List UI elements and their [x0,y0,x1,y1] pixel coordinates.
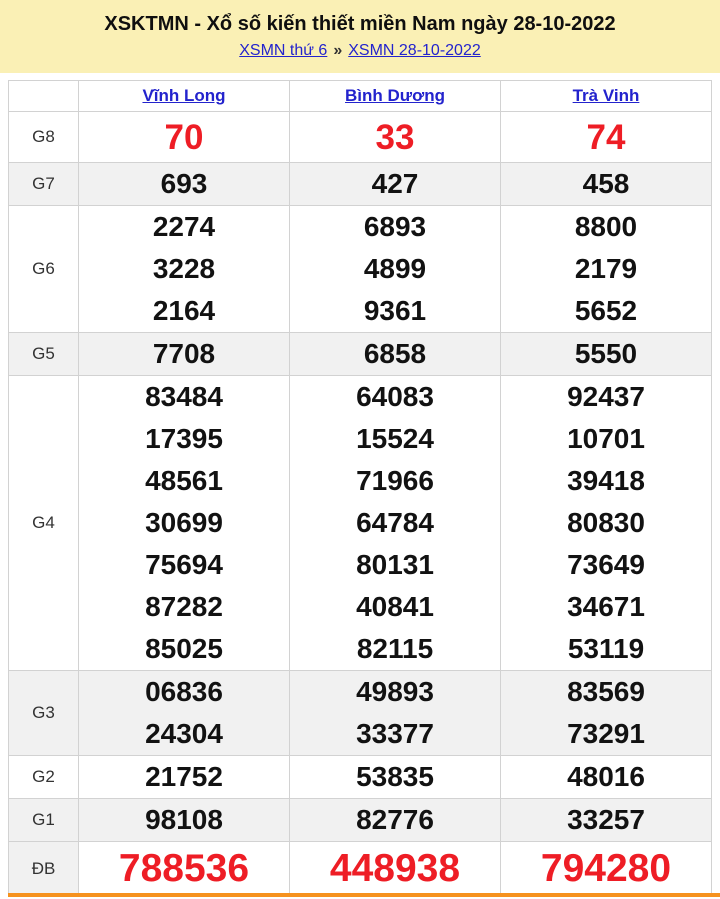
result-number: 15524 [356,423,434,454]
result-number: 39418 [567,465,645,496]
header-banner [0,0,720,73]
result-cell [290,756,501,799]
result-number: 5652 [574,295,638,326]
prize-label-g1: G1 [9,799,79,842]
result-number: 49893 [356,676,434,707]
result-number: 92437 [567,381,645,412]
result-number: 98108 [145,804,223,835]
result-number: 64083 [356,381,434,412]
result-cell [501,842,712,896]
result-number: 70 [164,117,204,157]
prize-row-g8 [9,112,712,163]
column-header-link-vinh-long[interactable]: Vĩnh Long [142,86,226,105]
column-header-link-tra-vinh[interactable]: Trà Vinh [572,86,640,105]
breadcrumb-link-weekday[interactable]: XSMN thứ 6 [239,42,328,59]
result-number: 10701 [567,423,645,454]
result-cell [79,206,290,333]
column-header-cell-tra-vinh [501,81,712,112]
result-cell [79,799,290,842]
breadcrumb-link-date[interactable]: XSMN 28-10-2022 [348,42,481,59]
result-number: 33257 [567,804,645,835]
result-number: 458 [582,168,630,199]
results-table [8,80,712,896]
result-number: 9361 [363,295,427,326]
prize-label-g2: G2 [9,756,79,799]
breadcrumb [0,40,720,62]
result-cell [501,756,712,799]
result-number: 17395 [145,423,223,454]
result-number: 83569 [567,676,645,707]
result-cell [501,799,712,842]
prize-row-g4 [9,376,712,671]
result-number: 48016 [567,761,645,792]
result-number: 33 [375,117,415,157]
column-header-cell-vinh-long [79,81,290,112]
prize-label-g7: G7 [9,163,79,206]
table-header-row [9,81,712,112]
result-cell [290,799,501,842]
result-cell [79,163,290,206]
result-number: 64784 [356,507,434,538]
prize-row-g2 [9,756,712,799]
result-number: 73649 [567,549,645,580]
result-number: 4899 [363,253,427,284]
prize-label-g4: G4 [9,376,79,671]
result-cell [79,671,290,756]
prize-label-db: ĐB [9,842,79,896]
result-number: 87282 [145,591,223,622]
result-number: 788536 [118,846,250,890]
result-number: 83484 [145,381,223,412]
result-number: 8800 [574,211,638,242]
result-number: 80830 [567,507,645,538]
result-cell [501,112,712,163]
result-number: 427 [371,168,419,199]
corner-cell [9,81,79,112]
result-number: 2274 [152,211,216,242]
result-number: 5550 [574,338,638,369]
result-number: 75694 [145,549,223,580]
prize-label-g5: G5 [9,333,79,376]
result-cell [501,206,712,333]
result-number: 21752 [145,761,223,792]
result-cell [290,163,501,206]
result-cell [79,756,290,799]
prize-row-g6 [9,206,712,333]
prize-label-g6: G6 [9,206,79,333]
result-number: 693 [160,168,208,199]
result-number: 6858 [363,338,427,369]
result-cell [79,376,290,671]
result-cell [501,376,712,671]
result-cell [79,842,290,896]
result-cell [290,671,501,756]
result-number: 06836 [145,676,223,707]
prize-label-g3: G3 [9,671,79,756]
result-number: 34671 [567,591,645,622]
result-cell [290,112,501,163]
column-header-link-binh-duong[interactable]: Bình Dương [345,86,445,105]
result-number: 794280 [540,846,672,890]
prize-row-db [9,842,712,896]
page-title: XSKTMN - Xổ số kiến thiết miền Nam ngày 28-10-2022 [104,13,616,35]
result-number: 73291 [567,718,645,749]
bottom-orange-bar [8,893,720,897]
result-number: 7708 [152,338,216,369]
prize-row-g1 [9,799,712,842]
result-cell [501,163,712,206]
result-number: 40841 [356,591,434,622]
result-number: 74 [586,117,626,157]
result-cell [290,333,501,376]
result-number: 82776 [356,804,434,835]
prize-label-g8: G8 [9,112,79,163]
result-cell [290,842,501,896]
result-number: 48561 [145,465,223,496]
result-number: 24304 [145,718,223,749]
result-cell [290,376,501,671]
result-number: 53119 [567,633,645,664]
result-number: 71966 [356,465,434,496]
result-number: 82115 [356,633,434,664]
result-number: 85025 [145,633,223,664]
result-number: 30699 [145,507,223,538]
result-cell [79,112,290,163]
result-number: 448938 [329,846,461,890]
result-cell [290,206,501,333]
prize-row-g3 [9,671,712,756]
result-number: 2179 [574,253,638,284]
result-number: 3228 [152,253,216,284]
result-cell [501,671,712,756]
result-number: 80131 [356,549,434,580]
result-number: 53835 [356,761,434,792]
result-number: 33377 [356,718,434,749]
result-number: 6893 [363,211,427,242]
result-number: 2164 [152,295,216,326]
column-header-cell-binh-duong [290,81,501,112]
breadcrumb-separator: » [333,42,343,59]
prize-row-g5 [9,333,712,376]
prize-row-g7 [9,163,712,206]
result-cell [79,333,290,376]
result-cell [501,333,712,376]
